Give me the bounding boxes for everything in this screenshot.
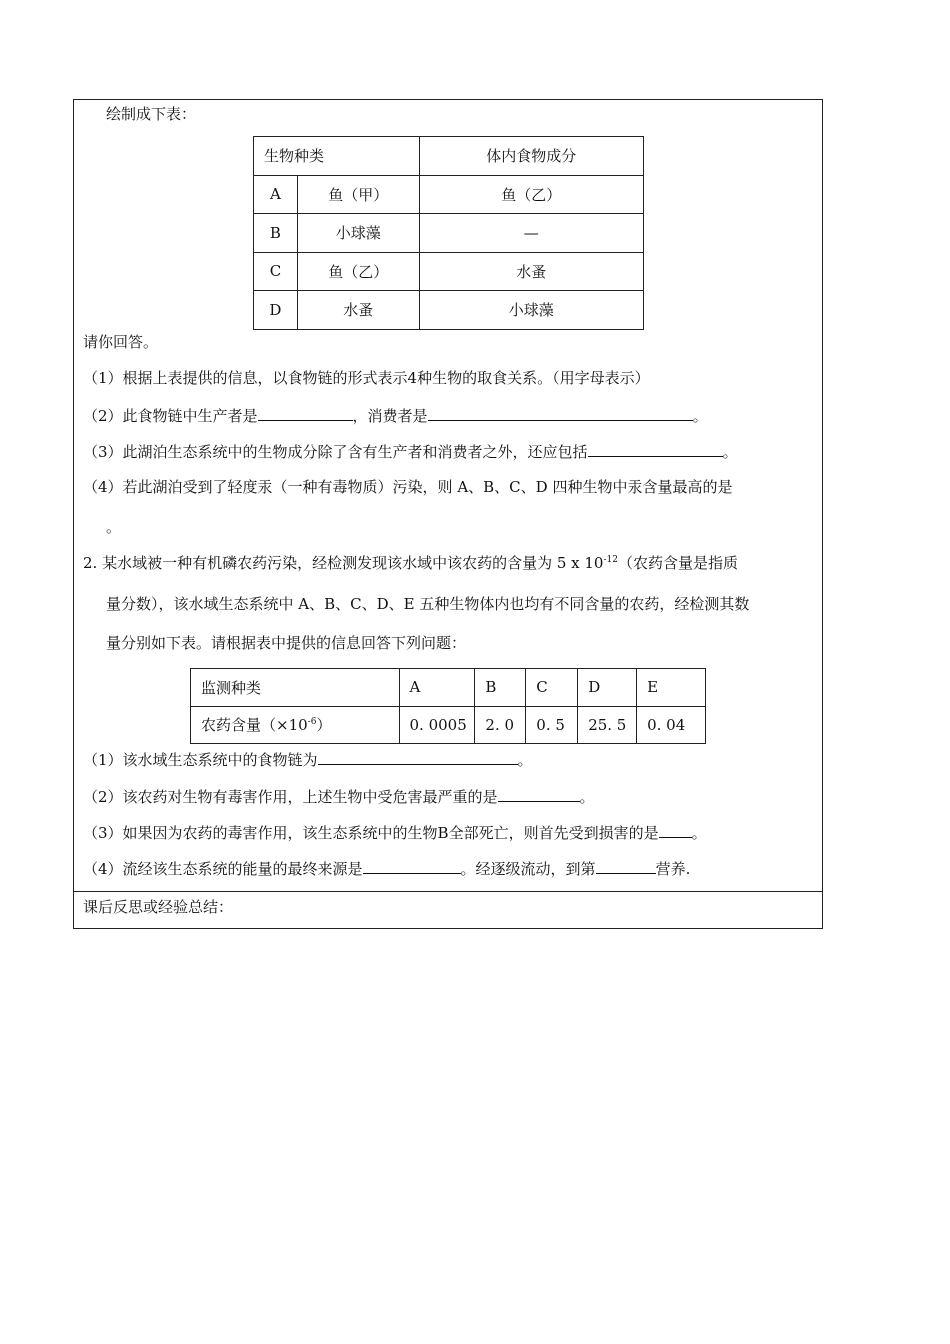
q1-item-4-end: 。 (106, 518, 122, 536)
q2-item-1-text: （1）该水域生态系统中的食物链为 (83, 751, 318, 769)
q2-item-4-end: 营养. (655, 860, 691, 878)
value-cell: 0. 0005 (399, 706, 475, 744)
monitor-label: 监测种类 (191, 669, 400, 707)
row-letter: D (254, 291, 298, 330)
q1-item-3-end: 。 (722, 443, 738, 461)
header-species: 生物种类 (254, 137, 420, 176)
q2-item-3-end: 。 (691, 824, 707, 842)
row-food: — (419, 214, 643, 253)
row-organism: 小球藻 (297, 214, 419, 253)
intro-label: 绘制成下表： (106, 105, 197, 123)
row-food: 鱼（乙） (419, 175, 643, 214)
letter-cell: C (526, 669, 578, 707)
q2-item-4-text-b: 。经逐级流动，到第 (460, 860, 596, 878)
other-components-blank[interactable] (588, 441, 723, 457)
q1-prompt: 请你回答。 (83, 333, 159, 351)
content-label (191, 706, 400, 744)
section-divider (73, 891, 823, 892)
row-organism: 鱼（甲） (297, 175, 419, 214)
row-letter: A (254, 175, 298, 214)
q2-stem-line1 (83, 553, 738, 573)
q2-item-1 (83, 749, 533, 770)
value-cell: 0. 04 (637, 706, 706, 744)
q1-item-2-text: （2）此食物链中生产者是 (83, 407, 258, 425)
q2-stem-line3: 量分别如下表。请根据表中提供的信息回答下列问题： (106, 634, 467, 652)
letter-cell: E (637, 669, 706, 707)
q2-item-2 (83, 786, 595, 807)
reflection-label: 课后反思或经验总结： (83, 898, 234, 916)
q2-item-3-text: （3）如果因为农药的毒害作用，该生态系统中的生物B全部死亡，则首先受到损害的是 (83, 824, 659, 842)
content-label-text: 农药含量（×10 (201, 716, 308, 735)
content-label-close: ） (316, 716, 332, 735)
q2-stem-text-b: （农药含量是指质 (617, 554, 738, 572)
q1-item-1: （1）根据上表提供的信息，以食物链的形式表示4种生物的取食关系。（用字母表示） (83, 369, 650, 387)
q1-item-2 (83, 405, 708, 426)
value-cell: 2. 0 (475, 706, 526, 744)
table-row (191, 706, 706, 744)
q2-item-2-text: （2）该农药对生物有毒害作用，上述生物中受危害最严重的是 (83, 788, 498, 806)
q1-item-4: （4）若此湖泊受到了轻度汞（一种有毒物质）污染，则 A、B、C、D 四种生物中汞含量最高的是 (83, 478, 733, 496)
table-row (254, 252, 644, 291)
table-row (254, 214, 644, 253)
q2-stem-text: 2. 某水域被一种有机磷农药污染，经检测发现该水域中该农药的含量为 5 x 10 (83, 554, 604, 572)
table-header-row (254, 137, 644, 176)
row-food: 水蚤 (419, 252, 643, 291)
q1-item-2-text-b: ，消费者是 (352, 407, 428, 425)
q1-item-2-end: 。 (692, 407, 708, 425)
content-label-exponent: -6 (307, 717, 317, 728)
food-composition-table (253, 136, 644, 330)
q1-item-3-text: （3）此湖泊生态系统中的生物成分除了含有生产者和消费者之外，还应包括 (83, 443, 588, 461)
header-food: 体内食物成分 (419, 137, 643, 176)
row-letter: B (254, 214, 298, 253)
energy-source-blank[interactable] (363, 858, 461, 874)
trophic-level-blank[interactable] (596, 858, 656, 874)
food-chain-blank[interactable] (318, 749, 518, 765)
row-food: 小球藻 (419, 291, 643, 330)
row-organism: 水蚤 (297, 291, 419, 330)
q2-item-4 (83, 858, 690, 879)
table-row (191, 669, 706, 707)
value-cell: 25. 5 (578, 706, 637, 744)
table-row (254, 175, 644, 214)
q2-item-1-end: 。 (517, 751, 533, 769)
q2-item-2-end: 。 (579, 788, 595, 806)
producer-answer-blank[interactable] (258, 405, 353, 421)
value-cell: 0. 5 (526, 706, 578, 744)
q2-item-4-text: （4）流经该生态系统的能量的最终来源是 (83, 860, 363, 878)
pesticide-table (190, 668, 706, 744)
row-organism: 鱼（乙） (297, 252, 419, 291)
q2-item-3 (83, 822, 707, 843)
letter-cell: A (399, 669, 475, 707)
q2-stem-exponent: -12 (603, 555, 618, 565)
q1-item-3 (83, 441, 738, 462)
q2-stem-line2: 量分数），该水域生态系统中 A、B、C、D、E 五种生物体内也均有不同含量的农药，经检测其数 (106, 595, 750, 613)
letter-cell: B (475, 669, 526, 707)
table-row (254, 291, 644, 330)
consumer-answer-blank[interactable] (428, 405, 693, 421)
most-harmed-blank[interactable] (498, 786, 580, 802)
letter-cell: D (578, 669, 637, 707)
first-affected-blank[interactable] (659, 822, 692, 838)
row-letter: C (254, 252, 298, 291)
